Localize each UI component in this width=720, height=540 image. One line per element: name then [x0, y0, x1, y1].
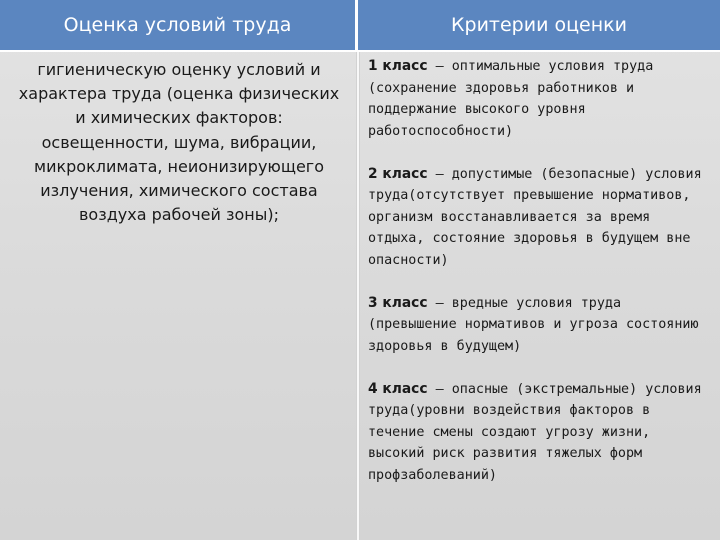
class-4-title: 4 класс [368, 380, 428, 397]
class-2-title: 2 класс [368, 165, 428, 182]
table-header-row [0, 0, 720, 52]
class-3-block [368, 293, 714, 358]
class-2-text: – допустимые (безопасные) условия труда(отсутствует превышение нормативов, организм восстанавливается за время отдыха, состояние здоровья в будущем вне опасности) [368, 166, 702, 268]
class-3-text: – вредные условия труда (превышение нормативов и угроза состоянию здоровья в будущем) [368, 295, 699, 354]
class-1-block [368, 56, 714, 142]
header-assessment-of-working-conditions: Оценка условий труда [0, 0, 358, 52]
column-divider [356, 52, 360, 540]
class-4-block [368, 379, 714, 487]
header-assessment-criteria: Критерии оценки [358, 0, 720, 52]
class-1-title: 1 класс [368, 58, 428, 74]
class-3-title: 3 класс [368, 294, 428, 311]
left-cell-text: гигиеническую оценку условий и характера труда (оценка физических и химических факторов: освещенности, шума, вибрации, микроклимата, неионизирующего излучения, химического состава воздуха рабочей зоны); [18, 60, 340, 225]
right-cell-criteria [368, 56, 714, 508]
class-2-block [368, 164, 714, 272]
class-4-text: – опасные (экстремальные) условия труда(уровни воздействия факторов в течение смены создают угрозу жизни, высокий риск развития тяжелых форм профзаболеваний) [368, 381, 702, 483]
class-1-text: – оптимальные условия труда (сохранение здоровья работников и поддержание высокого уровня работоспособности) [368, 59, 654, 139]
